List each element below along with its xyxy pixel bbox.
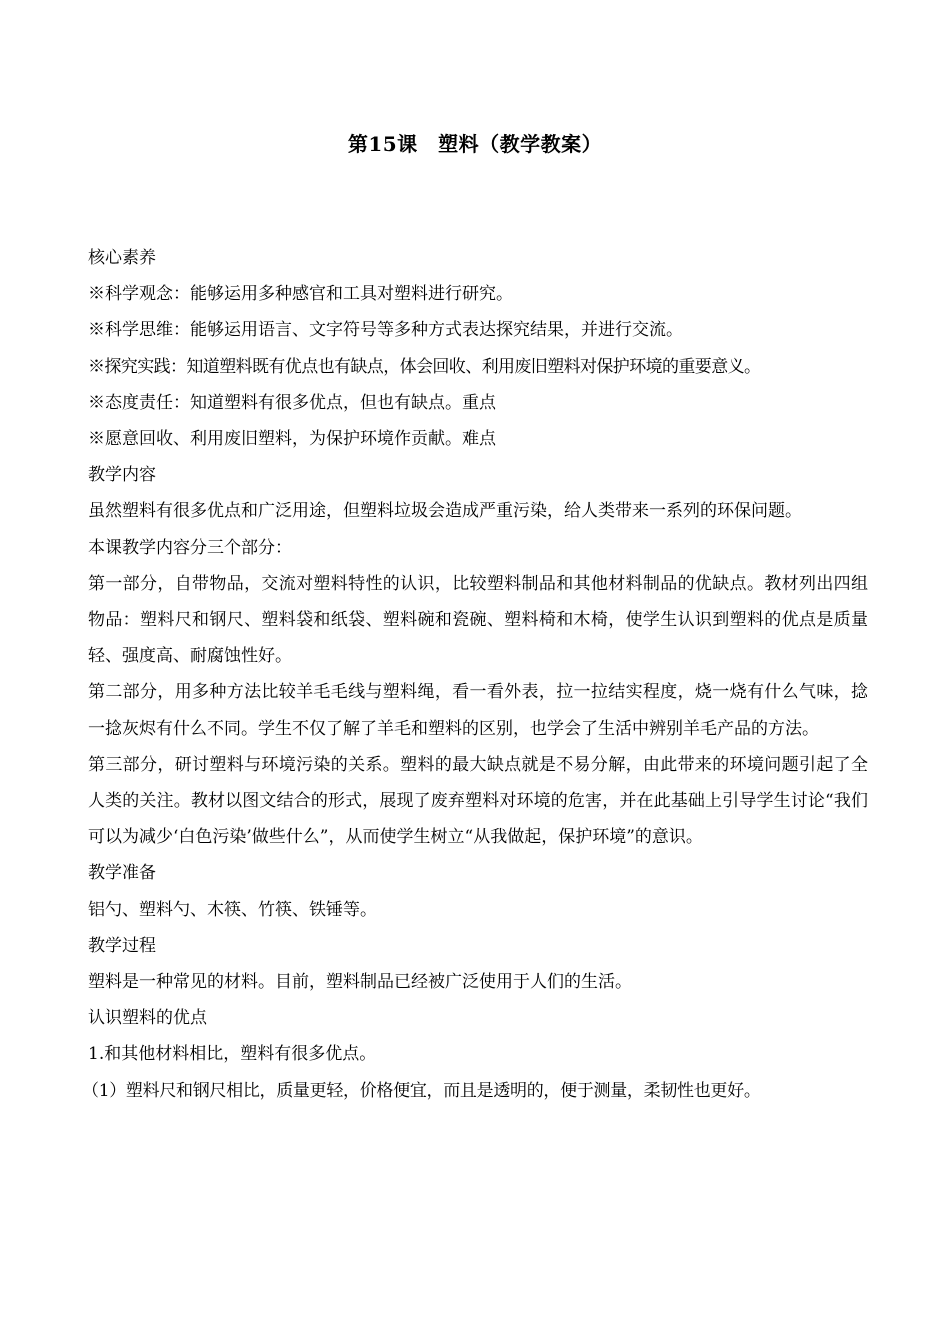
section-heading-core-literacy: 核心素养	[88, 248, 156, 268]
teaching-process-intro: 塑料是一种常见的材料。目前，塑料制品已经被广泛使用于人们的生活。	[88, 972, 632, 993]
teaching-preparation-text: 铝勺、塑料勺、木筷、竹筷、铁锤等。	[88, 899, 377, 920]
core-literacy-item: ※科学观念：能够运用多种感官和工具对塑料进行研究。	[88, 284, 513, 305]
teaching-content-intro: 虽然塑料有很多优点和广泛用途，但塑料垃圾会造成严重污染，给人类带来一系列的环保问题。	[88, 501, 802, 522]
core-literacy-item: ※探究实践：知道塑料既有优点也有缺点，体会回收、利用废旧塑料对保护环境的重要意义。	[88, 356, 761, 377]
section-heading-teaching-content: 教学内容	[88, 465, 156, 486]
teaching-process-point-1: 1.和其他材料相比，塑料有很多优点。	[88, 1044, 377, 1065]
core-literacy-item: ※科学思维：能够运用语言、文字符号等多种方式表达探究结果，并进行交流。	[88, 320, 683, 341]
core-literacy-item: ※愿意回收、利用废旧塑料，为保护环境作贡献。难点	[88, 429, 496, 450]
teaching-content-part-1: 第一部分，自带物品，交流对塑料特性的认识，比较塑料制品和其他材料制品的优缺点。教材列出四组物品：塑料尺和钢尺、塑料袋和纸袋、塑料碗和瓷碗、塑料椅和木椅，使学生认识到塑料的优点是质量轻、强度高、耐腐蚀性好。	[88, 573, 868, 667]
document-body	[82, 240, 868, 1109]
teaching-content-part-3: 第三部分，研讨塑料与环境污染的关系。塑料的最大缺点就是不易分解，由此带来的环境问题引起了全人类的关注。教材以图文结合的形式，展现了废弃塑料对环境的危害，并在此基础上引导学生讨论“我们可以为减少‘白色污染’做些什么”，从而使学生树立“从我做起，保护环境”的意识。	[88, 754, 868, 848]
section-heading-teaching-preparation: 教学准备	[88, 863, 156, 884]
teaching-process-point-1-1: （1）塑料尺和钢尺相比，质量更轻，价格便宜，而且是透明的，便于测量，柔韧性也更好。	[82, 1080, 761, 1101]
core-literacy-item: ※态度责任：知道塑料有很多优点，但也有缺点。重点	[88, 392, 496, 413]
teaching-content-part-2: 第二部分，用多种方法比较羊毛毛线与塑料绳，看一看外表，拉一拉结实程度，烧一烧有什么气味，捻一捻灰烬有什么不同。学生不仅了解了羊毛和塑料的区别，也学会了生活中辨别羊毛产品的方法。	[88, 682, 868, 739]
document-title: 第15课 塑料（教学教案）	[347, 132, 603, 156]
teaching-content-parts-intro: 本课教学内容分三个部分：	[88, 537, 292, 558]
section-heading-teaching-process: 教学过程	[88, 935, 156, 956]
teaching-process-subheading: 认识塑料的优点	[88, 1008, 207, 1029]
